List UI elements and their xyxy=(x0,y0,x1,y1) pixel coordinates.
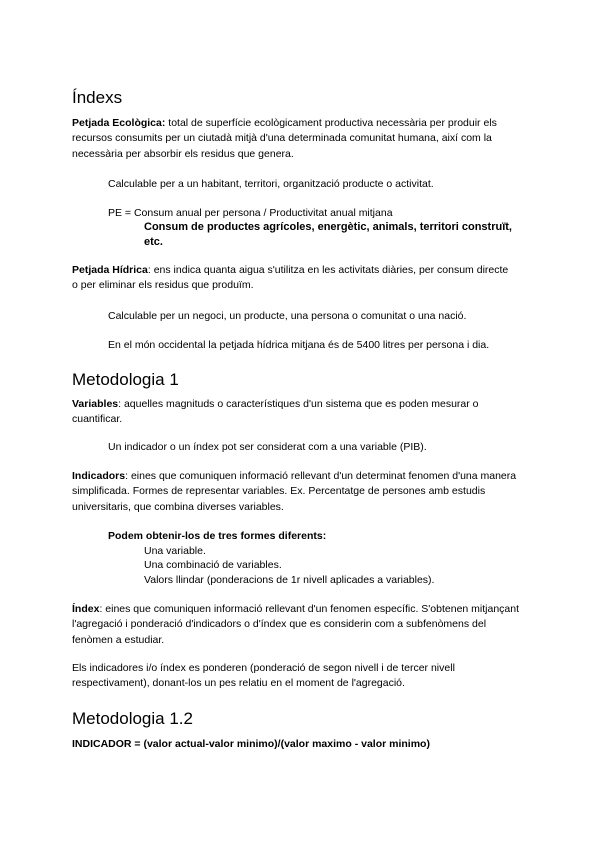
heading-metodologia-1-2: Metodologia 1.2 xyxy=(72,709,193,728)
definition-indicadors: : eines que comuniquen informació rellevant d'un determinat fenomen d'una manera simplificada. Formes de representar variables. Ex. Percentatge de persones amb estudis universitaris, que combina diverses variables. xyxy=(72,470,517,513)
definition-petjada-hidrica: : ens indica quanta aigua s'utilitza en les activitats diàries, per consum directe o per eliminar els residus que produïm. xyxy=(72,264,509,292)
paragraph-calculable-negoci: Calculable per un negoci, un producte, una persona o comunitat o una nació. xyxy=(108,310,467,322)
definition-variables: : aquelles magnituds o característiques d'un sistema que es poden mesurar o cuantificar. xyxy=(72,398,479,426)
term-petjada-ecologica: Petjada Ecològica: xyxy=(72,117,166,129)
heading-metodologia-1: Metodologia 1 xyxy=(72,370,179,389)
indicador-formula: INDICADOR = (valor actual-valor minimo)/(valor maximo - valor minimo) xyxy=(72,738,430,750)
paragraph-mon-occidental: En el món occidental la petjada hídrica mitjana és de 5400 litres per persona i dia. xyxy=(108,339,490,351)
paragraph-variables xyxy=(72,397,522,428)
paragraph-petjada-hidrica xyxy=(72,263,512,294)
list-item: Una variable. xyxy=(144,545,206,557)
paragraph-index xyxy=(72,602,522,648)
paragraph-indicadors xyxy=(72,469,522,515)
consum-list: Consum de productes agrícoles, energètic, animals, territori construït, etc. xyxy=(144,221,512,248)
paragraph-ponderen: Els indicadores i/o índex es ponderen (ponderació de segon nivell i de tercer nivell respectivament), donant-los un pes relatiu en el moment de l'agregació. xyxy=(72,662,455,690)
list-item: Valors llindar (ponderacions de 1r nivell aplicades a variables). xyxy=(144,574,435,586)
list-item: Una combinació de variables. xyxy=(144,559,282,571)
paragraph-petjada-ecologica xyxy=(72,116,532,162)
paragraph-calculable-habitant: Calculable per a un habitant, territori, organització producte o activitat. xyxy=(108,178,434,190)
term-indicadors: Indicadors xyxy=(72,470,126,482)
term-index: Índex xyxy=(72,603,100,615)
pe-formula: PE = Consum anual per persona / Productivitat anual mitjana xyxy=(108,207,393,219)
term-variables: Variables xyxy=(72,398,119,410)
definition-index: : eines que comuniquen informació rellevant d'un fenomen específic. S'obtenen mitjançant l'agregació i ponderació d'indicadors o d'índex que es considerin com a subfenòmens del fenòmen a estudiar. xyxy=(72,603,520,646)
podem-obtenir-heading: Podem obtenir-los de tres formes diferents: xyxy=(108,530,327,542)
definition-petjada-ecologica: total de superfície ecològicament productiva necessària per produir els recursos consumits per un ciutadà mitjà d'una determinada comunitat humana, així com la necessària per absorbir els residus que genera. xyxy=(72,117,497,160)
term-petjada-hidrica: Petjada Hídrica xyxy=(72,264,148,276)
heading-indexs: Índexs xyxy=(72,88,123,107)
paragraph-indicador-index: Un indicador o un índex pot ser considerat com a una variable (PIB). xyxy=(108,441,427,453)
